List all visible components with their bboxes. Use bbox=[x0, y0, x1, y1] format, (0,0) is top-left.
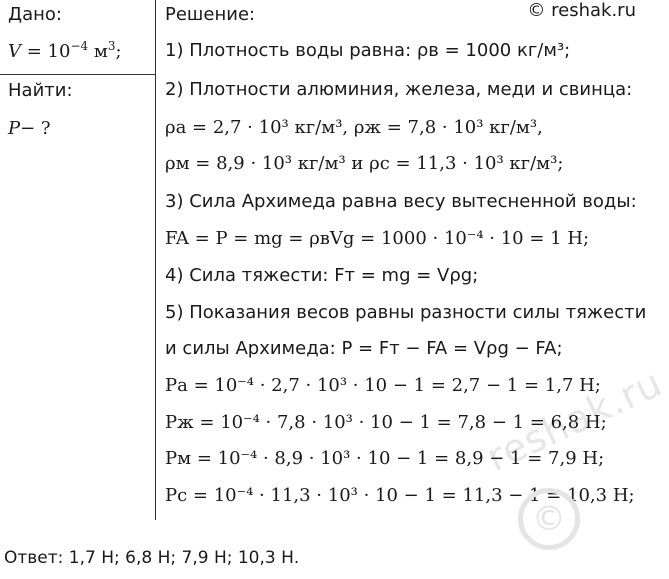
solution-line: Pа = 10⁻⁴ · 2,7 · 10³ · 10 − 1 = 2,7 − 1 = 1,7 Н; bbox=[165, 375, 601, 396]
watermark-text: reshak.ru bbox=[480, 360, 669, 480]
copyright-watermark-icon: © bbox=[518, 488, 580, 550]
solution-line: Pм = 10⁻⁴ · 8,9 · 10³ · 10 − 1 = 8,9 − 1 = 7,9 Н; bbox=[165, 448, 605, 469]
solution-line: 4) Сила тяжести: Fт = mg = Vρg; bbox=[165, 265, 479, 286]
solution-line: и силы Архимеда: P = Fт − FA = Vρg − FA; bbox=[165, 338, 563, 359]
solution-line: 2) Плотности алюминия, железа, меди и свинца: bbox=[165, 79, 633, 100]
solution-line: ρм = 8,9 · 10³ кг/м³ и ρс = 11,3 · 10³ кг/м³; bbox=[165, 153, 564, 174]
copyright-label: © reshak.ru bbox=[527, 0, 636, 21]
solution-line: Pс = 10⁻⁴ · 11,3 · 10³ · 10 − 1 = 11,3 − 1 = 10,3 Н; bbox=[165, 485, 635, 506]
given-title: Дано: bbox=[8, 4, 62, 25]
solution-line: 1) Плотность воды равна: ρв = 1000 кг/м³; bbox=[165, 40, 571, 61]
solution-line: 5) Показания весов равны разности силы тяжести bbox=[165, 302, 647, 323]
solution-line: FA = P = mg = ρвVg = 1000 · 10⁻⁴ · 10 = 1 Н; bbox=[165, 228, 590, 249]
divider-vertical bbox=[155, 0, 156, 520]
solution-line: ρа = 2,7 · 10³ кг/м³, ρж = 7,8 · 10³ кг/м³, bbox=[165, 117, 543, 138]
find-value: P− ? bbox=[8, 118, 51, 139]
divider-horizontal bbox=[0, 74, 155, 75]
solution-line: 3) Сила Архимеда равна весу вытесненной воды: bbox=[165, 191, 637, 212]
given-volume: $V = 10^{-4}$ $м^3$; bbox=[8, 39, 122, 62]
solution-title: Решение: bbox=[165, 4, 256, 25]
find-title: Найти: bbox=[8, 80, 73, 101]
answer-line: Ответ: 1,7 Н; 6,8 Н; 7,9 Н; 10,3 Н. bbox=[4, 548, 300, 568]
solution-line: Pж = 10⁻⁴ · 7,8 · 10³ · 10 − 1 = 7,8 − 1 = 6,8 Н; bbox=[165, 412, 607, 433]
